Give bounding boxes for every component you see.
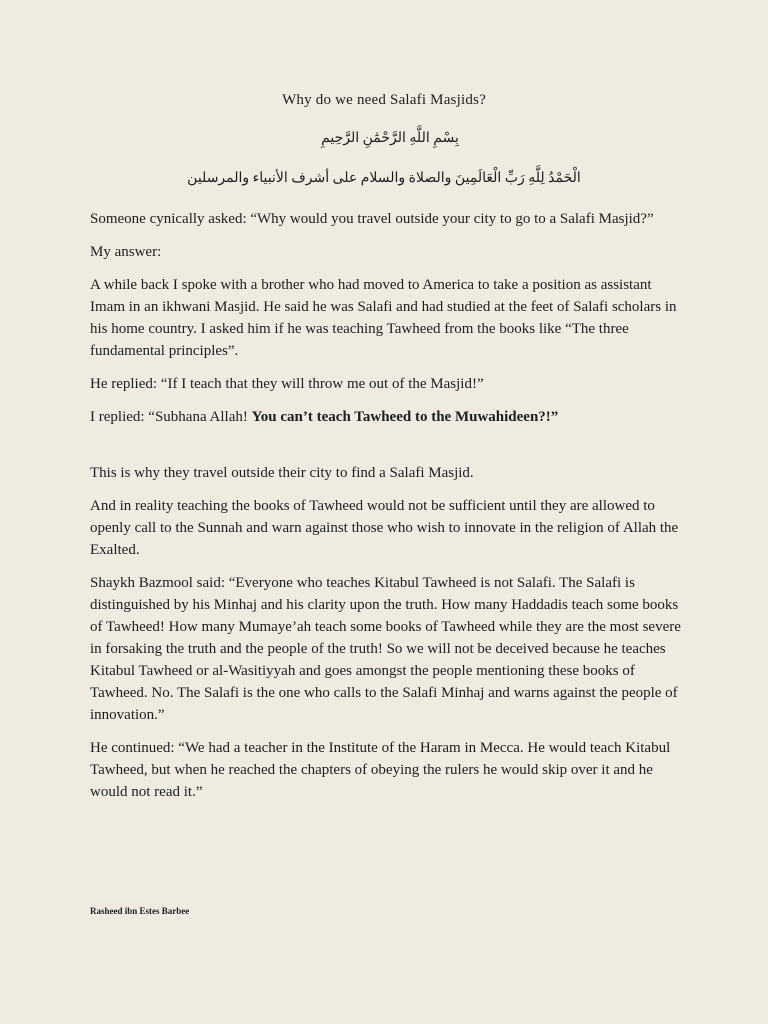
author-signature: Rasheed ibn Estes Barbee: [90, 906, 190, 916]
paragraph-story: A while back I spoke with a brother who had moved to America to take a position as assistant Imam in an ikhwani Masjid. He said he was Salafi and had studied at the feet of Salafi scholars in his home country. I asked him if he was teaching Tawheed from the books like “The three fundamental principles”.: [90, 277, 677, 359]
paragraph-answer-label: My answer:: [90, 244, 162, 260]
paragraph-why-travel: This is why they travel outside their city to find a Salafi Masjid.: [90, 465, 474, 481]
reply-prefix: I replied: “Subhana Allah!: [90, 409, 252, 425]
hamd-line: الْحَمْدُ لِلَّهِ رَبِّ الْعَالَمِينَ والصلاة والسلام على أشرف الأنبياء والمرسلين: [187, 171, 581, 186]
paragraph-question: Someone cynically asked: “Why would you travel outside your city to go to a Salafi Masjid?”: [90, 211, 654, 227]
paragraph-continued: He continued: “We had a teacher in the Institute of the Haram in Mecca. He would teach Kitabul Tawheed, but when he reached the chapters of obeying the rulers he would skip over it and he would not read it.”: [90, 740, 671, 800]
document-body: [90, 208, 690, 814]
document-title: Why do we need Salafi Masjids?: [282, 92, 486, 108]
paragraph-my-reply: [90, 406, 690, 428]
paragraph-brother-reply: He replied: “If I teach that they will throw me out of the Masjid!”: [90, 376, 484, 392]
reply-bold: You can’t teach Tawheed to the Muwahideen?!”: [251, 409, 559, 425]
paragraph-reality: And in reality teaching the books of Tawheed would not be sufficient until they are allowed to openly call to the Sunnah and warn against those who wish to innovate in the religion of Allah the Exalted.: [90, 498, 679, 558]
basmala-line: بِسْمِ اللَّهِ الرَّحْمَٰنِ الرَّحِيمِ: [321, 131, 459, 146]
paragraph-bazmool-quote: Shaykh Bazmool said: “Everyone who teaches Kitabul Tawheed is not Salafi. The Salafi is distinguished by his Minhaj and his clarity upon the truth. How many Haddadis teach some books of Tawheed! How many Mumaye’ah teach some books of Tawheed while they are the most severe in forsaking the truth and the people of the truth! So we will not be deceived because he teaches Kitabul Tawheed or al-Wasitiyyah and goes amongst the people mentioning these books of Tawheed. No. The Salafi is the one who calls to the Salafi Minhaj and warns against the people of innovation.”: [90, 575, 681, 723]
